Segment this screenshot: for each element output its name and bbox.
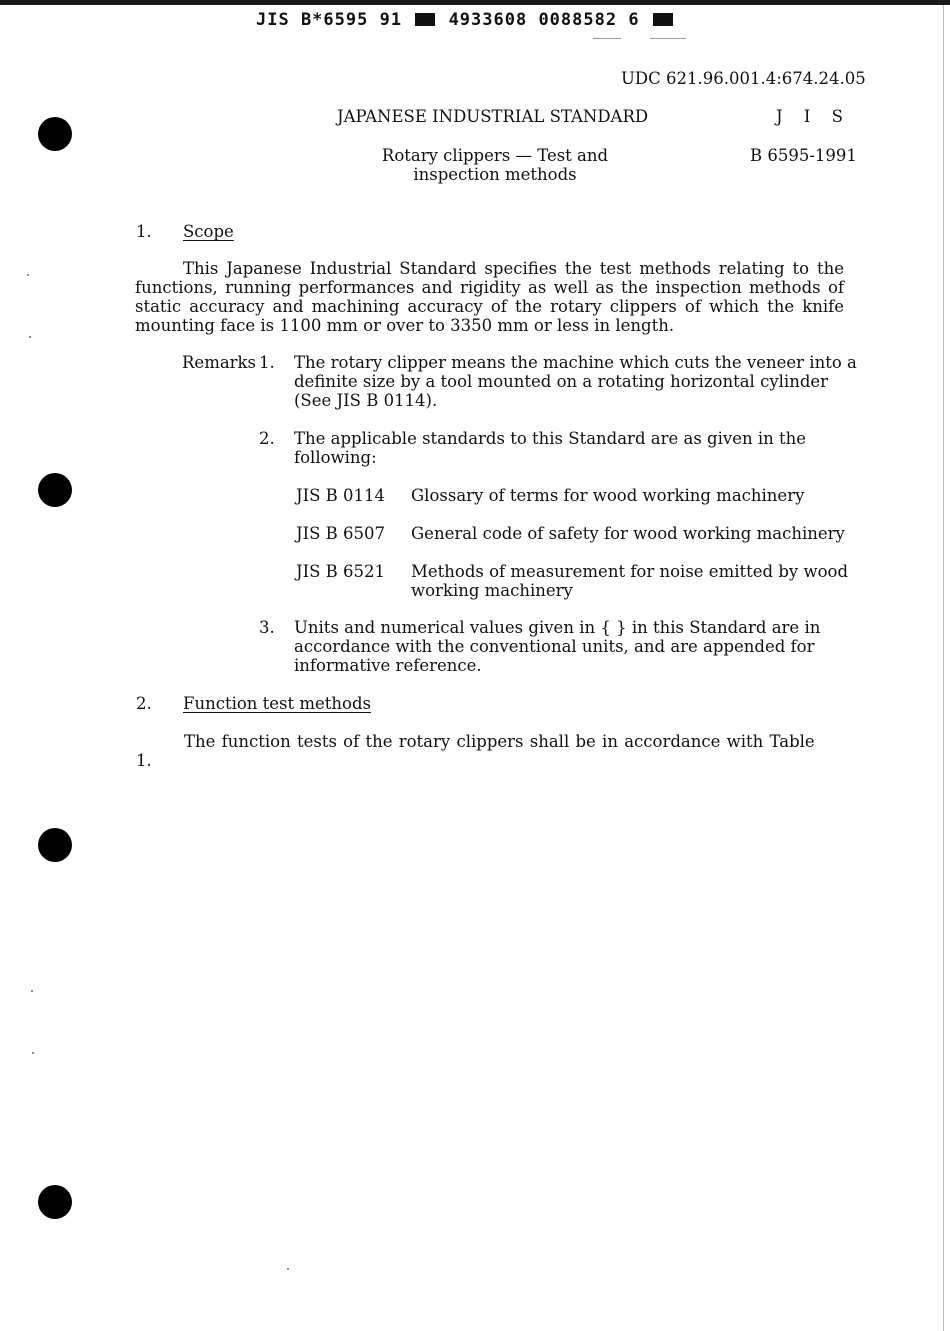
standard-title: Glossary of terms for wood working machinery (411, 486, 805, 505)
standard-title: General code of safety for wood working machinery (411, 524, 845, 543)
black-bar-mark (415, 13, 435, 26)
punch-hole (38, 473, 72, 507)
section-2-heading: Function test methods (183, 694, 372, 713)
udc-number: UDC 621.96.001.4:674.24.05 (621, 69, 866, 88)
punch-hole (38, 828, 72, 862)
remark-3-number: 3. (259, 618, 275, 637)
standard-number: B 6595-1991 (750, 146, 857, 165)
section-2-body: The function tests of the rotary clippers shall be in accordance with Table (184, 732, 815, 751)
standard-code: JIS B 0114 (296, 486, 386, 505)
right-edge-line (943, 5, 944, 1331)
standard-code: JIS B 6507 (296, 524, 386, 543)
code-a: JIS B*6595 91 (256, 10, 403, 30)
jis-mark: J I S (776, 107, 851, 126)
section-1-body: This Japanese Industrial Standard specifies the test methods relating to the functions, running performances and rigidity as well as the inspection methods of static accuracy and machining accuracy of the rotary clippers of which the knife mounting face is 1100 mm or over to 3350 mm or less in length. (135, 259, 844, 335)
section-1-heading: Scope (183, 222, 234, 241)
document-title (340, 146, 650, 184)
remarks-label: Remarks (182, 353, 257, 372)
remark-2-number: 2. (259, 429, 275, 448)
standard-title: Methods of measurement for noise emitted by wood working machinery (411, 562, 849, 600)
standard-code: JIS B 6521 (296, 562, 386, 581)
title-line-1: Rotary clippers — Test and (381, 146, 609, 165)
speck (29, 336, 31, 338)
speck (31, 990, 33, 992)
scan-dash (593, 38, 621, 39)
punch-hole (38, 1185, 72, 1219)
punch-hole (38, 117, 72, 151)
remark-1-text: The rotary clipper means the machine which cuts the veneer into a definite size by a tool mounted on a rotating horizontal cylinder (See JIS B 0114). (294, 353, 857, 410)
remark-3-text: Units and numerical values given in { } in this Standard are in accordance with the conventional units, and are appended for informative reference. (294, 618, 821, 675)
black-bar-mark (653, 13, 673, 26)
top-border (0, 0, 950, 5)
section-1-number: 1. (136, 222, 152, 241)
title-line-2: inspection methods (413, 165, 577, 184)
scan-dash (650, 38, 686, 39)
code-b: 4933608 0088582 6 (448, 10, 640, 30)
section-2-number: 2. (136, 694, 152, 713)
remark-2-text: The applicable standards to this Standard are as given in the following: (294, 429, 807, 467)
section-2-body-cont: 1. (136, 751, 152, 770)
standard-type: JAPANESE INDUSTRIAL STANDARD (337, 107, 649, 126)
remark-1-number: 1. (259, 353, 275, 372)
speck (287, 1268, 289, 1270)
speck (32, 1052, 34, 1054)
speck (27, 274, 29, 276)
document-code-strip (256, 11, 675, 30)
